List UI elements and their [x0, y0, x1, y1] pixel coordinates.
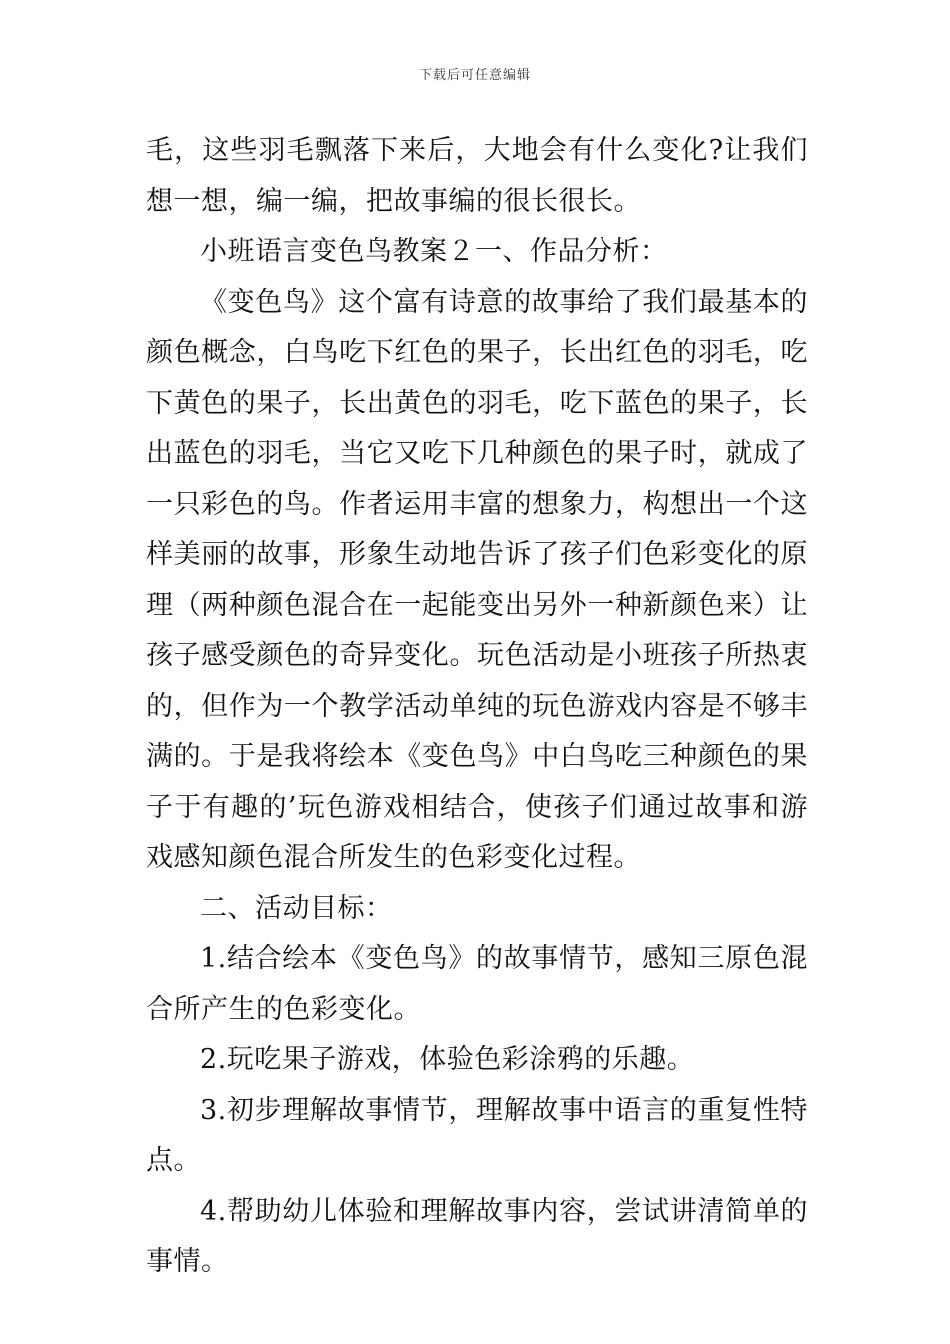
goal-item-4: 4.帮助幼儿体验和理解故事内容，尝试讲清简单的事情。: [146, 1195, 808, 1277]
paragraph-analysis: 《变色鸟》这个富有诗意的故事给了我们最基本的颜色概念，白鸟吃下红色的果子，长出红色的羽毛，吃下黄色的果子，长出黄色的羽毛，吃下蓝色的果子，长出蓝色的羽毛，当它又吃下几种颜色的果子时，就成了一只彩色的鸟。作者运用丰富的想象力，构想出一个这样美丽的故事，形象生动地告诉了孩子们色彩变化的原理（两种颜色混合在一起能变出另外一种新颜色来）让孩子感受颜色的奇异变化。玩色活动是小班孩子所热衷的，但作为一个教学活动单纯的玩色游戏内容是不够丰满的。于是我将绘本《变色鸟》中白鸟吃三种颜色的果子于有趣的’玩色游戏相结合，使孩子们通过故事和游戏感知颜色混合所发生的色彩变化过程。: [146, 286, 808, 873]
paragraph-continuation: 毛，这些羽毛飘落下来后，大地会有什么变化?让我们想一想，编一编，把故事编的很长很长。: [146, 135, 808, 217]
page-header: 下载后可任意编辑: [418, 68, 531, 83]
section-heading-analysis: 小班语言变色鸟教案２一、作品分析：: [200, 236, 668, 267]
goal-item-2: 2.玩吃果子游戏，体验色彩涂鸦的乐趣。: [200, 1044, 695, 1075]
goal-item-1: 1.结合绘本《变色鸟》的故事情节，感知三原色混合所产生的色彩变化。: [146, 943, 808, 1025]
goal-item-3: 3.初步理解故事情节，理解故事中语言的重复性特点。: [146, 1094, 808, 1176]
section-heading-goals: 二、活动目标：: [200, 892, 393, 924]
document-body: [146, 126, 808, 1288]
